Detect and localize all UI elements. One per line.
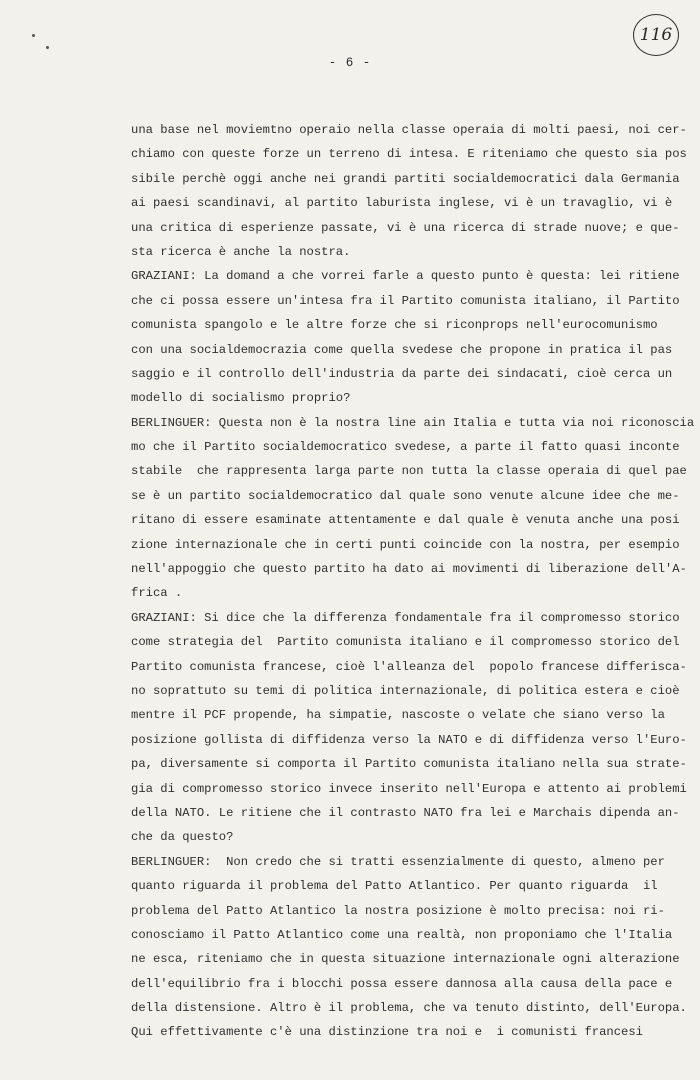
- text-line: stabile che rappresenta larga parte non tutta la classe operaia di quel pae: [131, 464, 687, 479]
- text-line: ne esca, riteniamo che in questa situazione internazionale ogni alterazione: [131, 952, 680, 967]
- text-line: gia di compromesso storico invece inserito nell'Europa e attento ai problemi: [131, 781, 687, 796]
- text-line: dell'equilibrio fra i blocchi possa essere dannosa alla causa della pace e: [131, 976, 673, 991]
- text-line: quanto riguarda il problema del Patto Atlantico. Per quanto riguarda il: [131, 879, 658, 894]
- speck-mark: [32, 34, 35, 37]
- text-line: con una socialdemocrazia come quella svedese che propone in pratica il pas: [131, 342, 673, 357]
- text-line: Partito comunista francese, cioè l'alleanza del popolo francese differisca-: [131, 659, 687, 674]
- text-line: una critica di esperienze passate, vi è una ricerca di strade nuove; e que-: [131, 220, 680, 235]
- text-line: nell'appoggio che questo partito ha dato ai movimenti di liberazione dell'A-: [131, 562, 687, 577]
- text-line: saggio e il controllo dell'industria da parte dei sindacati, cioè cerca un: [131, 366, 673, 381]
- text-line: BERLINGUER: Non credo che si tratti essenzialmente di questo, almeno per: [131, 854, 665, 869]
- text-line: posizione gollista di diffidenza verso la NATO e di diffidenza verso l'Euro-: [131, 732, 687, 747]
- text-line: che ci possa essere un'intesa fra il Partito comunista italiano, il Partito: [131, 293, 680, 308]
- text-line: della distensione. Altro è il problema, che va tenuto distinto, dell'Europa.: [131, 1001, 687, 1016]
- text-line: che da questo?: [131, 830, 234, 845]
- text-line: GRAZIANI: Si dice che la differenza fondamentale fra il compromesso storico: [131, 610, 680, 625]
- text-line: chiamo con queste forze un terreno di intesa. E riteniamo che questo sia pos: [131, 147, 687, 162]
- transcript-body: [131, 118, 695, 1045]
- archive-number-stamp: 116: [633, 14, 679, 56]
- text-line: ai paesi scandinavi, al partito laburista inglese, vi è un travaglio, vi è: [131, 196, 673, 211]
- text-line: una base nel moviemtno operaio nella classe operaia di molti paesi, noi cer-: [131, 123, 687, 137]
- text-line: mentre il PCF propende, ha simpatie, nascoste o velate che siano verso la: [131, 708, 665, 723]
- text-line: GRAZIANI: La domand a che vorrei farle a questo punto è questa: lei ritiene: [131, 269, 680, 284]
- text-line: sibile perchè oggi anche nei grandi partiti socialdemocratici dala Germania: [131, 171, 680, 186]
- text-line: pa, diversamente si comporta il Partito comunista italiano nella sua strate-: [131, 757, 687, 772]
- text-line: Qui effettivamente c'è una distinzione tra noi e i comunisti francesi: [131, 1025, 643, 1040]
- speck-mark: [46, 46, 49, 49]
- text-line: frica .: [131, 586, 183, 601]
- text-line: zione internazionale che in certi punti coincide con la nostra, per esempio: [131, 537, 680, 552]
- page-number: - 6 -: [328, 56, 372, 70]
- text-line: sta ricerca è anche la nostra.: [131, 244, 351, 259]
- text-line: se è un partito socialdemocratico dal quale sono venute alcune idee che me-: [131, 488, 680, 503]
- text-line: come strategia del Partito comunista italiano e il compromesso storico del: [131, 635, 680, 650]
- text-line: problema del Patto Atlantico la nostra posizione è molto precisa: noi ri-: [131, 903, 665, 918]
- text-line: comunista spangolo e le altre forze che si riconprops nell'eurocomunismo: [131, 318, 658, 333]
- text-line: modello di socialismo proprio?: [131, 391, 351, 406]
- text-line: della NATO. Le ritiene che il contrasto NATO fra lei e Marchais dipenda an-: [131, 805, 680, 820]
- text-line: mo che il Partito socialdemocratico svedese, a parte il fatto quasi inconte: [131, 440, 680, 455]
- text-line: no soprattuto su temi di politica internazionale, di politica estera e cioè: [131, 683, 680, 698]
- text-line: conosciamo il Patto Atlantico come una realtà, non proponiamo che l'Italia: [131, 927, 673, 942]
- text-line: BERLINGUER: Questa non è la nostra line ain Italia e tutta via noi riconoscia: [131, 415, 695, 430]
- text-line: ritano di essere esaminate attentamente e dal quale è venuta anche una posi: [131, 513, 680, 528]
